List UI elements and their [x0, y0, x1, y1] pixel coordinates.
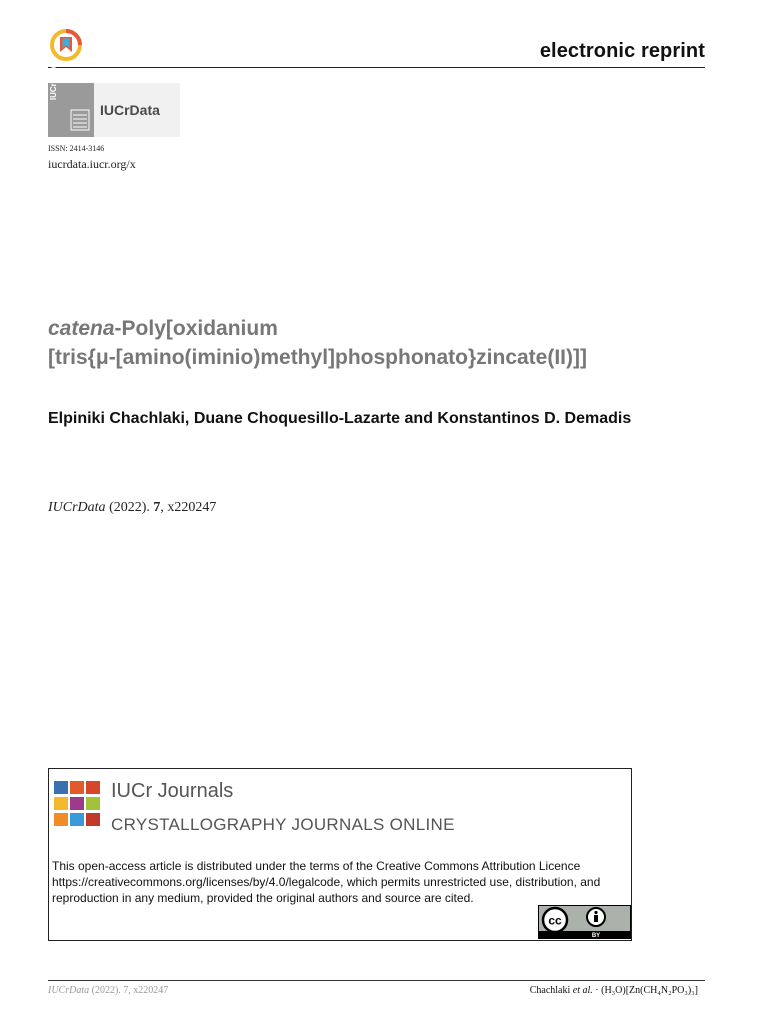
- footer-formula: (H₃O)[Zn(CH₄N₂PO₃)₃]: [601, 985, 698, 996]
- journal-logo[interactable]: [48, 65, 180, 137]
- logo-square: [54, 813, 68, 826]
- header-rule: [48, 67, 705, 68]
- book-icon: [70, 109, 90, 136]
- journal-url[interactable]: iucrdata.iucr.org/x: [48, 157, 136, 171]
- logo-square: [86, 781, 100, 794]
- issn: ISSN: 2414-3146: [48, 144, 105, 153]
- iucr-name: IUCr Journals: [111, 780, 234, 802]
- author-list: Elpiniki Chachlaki, Duane Choquesillo-Lazarte and Konstantinos D. Demadis: [48, 410, 632, 427]
- footer-citation: [48, 985, 168, 996]
- logo-badge: [48, 65, 94, 137]
- logo-badge-text: IUCrData: [49, 65, 58, 101]
- iucr-tagline: CRYSTALLOGRAPHY JOURNALS ONLINE: [111, 815, 455, 834]
- logo-name: IUCrData: [100, 102, 160, 118]
- logo-square: [70, 781, 84, 794]
- iucr-journals-box: [48, 768, 632, 941]
- logo-square: [86, 813, 100, 826]
- cc-by-label: BY: [591, 933, 601, 939]
- citation-year: (2022).: [109, 500, 150, 515]
- citation: [48, 500, 216, 516]
- cc-by-icon[interactable]: [538, 905, 631, 939]
- header-title: electronic reprint: [539, 40, 705, 62]
- footer-rule: [48, 980, 705, 981]
- licence-link[interactable]: https://creativecommons.org/licenses/by/4.0/legalcode: [52, 875, 341, 889]
- footer-etal: et al.: [570, 985, 593, 996]
- title-line-1: [48, 314, 728, 343]
- logo-square: [70, 813, 84, 826]
- footer-journal: IUCrData: [48, 985, 90, 996]
- footer-citation-rest: (2022). 7, x220247: [89, 985, 169, 996]
- logo-square: [70, 797, 84, 810]
- cc-text: cc: [548, 913, 562, 928]
- article-title: [48, 314, 728, 372]
- title-line-1-rest: -Poly[oxidanium: [114, 317, 278, 340]
- logo-square: [54, 781, 68, 794]
- footer-authors: Chachlaki: [529, 985, 571, 996]
- title-line-2: [tris{μ-[amino(iminio)methyl]phosphonato}zincate(II)]]: [48, 346, 587, 369]
- citation-volume: 7: [153, 500, 161, 515]
- licence-text: [52, 858, 622, 906]
- logo-square: [54, 797, 68, 810]
- citation-article-id: , x220247: [160, 500, 217, 515]
- citation-journal: IUCrData: [48, 500, 106, 515]
- logo-square: [86, 797, 100, 810]
- footer-sep: ·: [592, 985, 602, 996]
- iucr-logo-icon: [54, 781, 102, 829]
- title-italic: catena: [48, 317, 115, 340]
- licence-suffix: , which permits unrestricted use, distribution, and reproduction in any medium, provided the original authors and source are cited.: [52, 875, 601, 905]
- footer-running-head: [530, 985, 698, 996]
- licence-prefix: This open-access article is distributed under the terms of the Creative Commons Attribution Licence: [52, 859, 581, 873]
